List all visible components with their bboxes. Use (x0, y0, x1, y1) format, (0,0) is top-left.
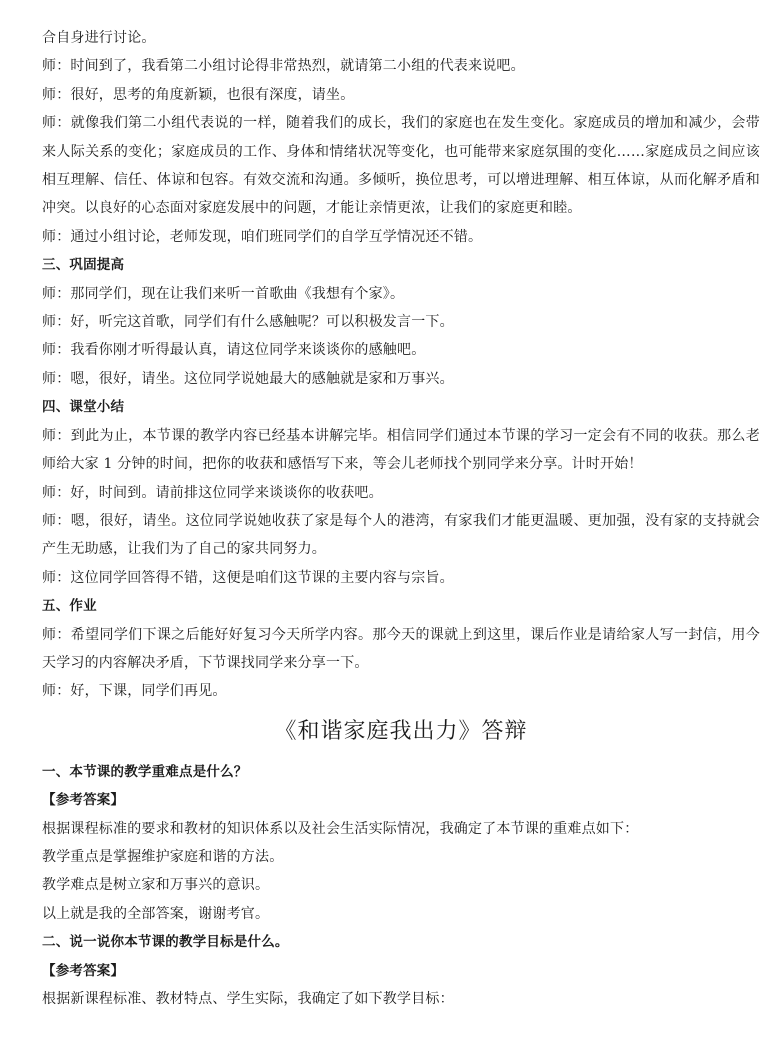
document-page (42, 24, 760, 1013)
paragraph: 师：我看你刚才听得最认真，请这位同学来谈谈你的感触吧。 (42, 342, 426, 359)
paragraph: 师：时间到了，我看第二小组讨论得非常热烈，就请第二小组的代表来说吧。 (42, 58, 525, 75)
paragraph: 师：好，时间到。请前排这位同学来谈谈你的收获吧。 (42, 484, 383, 501)
paragraph: 师：很好，思考的角度新颖，也很有深度，请坐。 (42, 86, 355, 103)
paragraph: 师：嗯，很好，请坐。这位同学说她收获了家是每个人的港湾，有家我们才能更温暖、更加强，没有家的支持就会产生无助感，让我们为了自己的家共同努力。 (42, 512, 760, 558)
paragraph: 合自身进行讨论。 (42, 30, 156, 46)
document-title: 《和谐家庭我出力》答辩 (274, 718, 528, 744)
question-heading-2: 二、说一说你本节课的教学目标是什么。 (42, 934, 289, 951)
paragraph: 以上就是我的全部答案，谢谢考官。 (42, 905, 270, 922)
paragraph: 师：希望同学们下课之后能好好复习今天所学内容。那今天的课就上到这里，课后作业是请给家人写一封信，用今天学习的内容解决矛盾，下节课找同学来分享一下。 (42, 626, 760, 671)
paragraph: 教学难点是树立家和万事兴的意识。 (42, 877, 270, 894)
paragraph: 师：嗯，很好，请坐。这位同学说她最大的感触就是家和万事兴。 (42, 370, 454, 387)
section-heading-consolidation: 三、巩固提高 (42, 257, 125, 274)
paragraph: 师：就像我们第二小组代表说的一样，随着我们的成长，我们的家庭也在发生变化。家庭成员的增加和减少，会带来人际关系的变化；家庭成员的工作、身体和情绪状况等变化，也可能带来家庭氛围的变化……家庭成员之间应该相互理解、信任、体谅和包容。有效交流和沟通。多倾听，换位思考，可以增进理解、相互体谅，从而化解矛盾和冲突。以良好的心态面对家庭发展中的问题，才能让亲情更浓，让我们的家庭更和睦。 (42, 115, 760, 217)
paragraph: 根据课程标准的要求和教材的知识体系以及社会生活实际情况，我确定了本节课的重难点如下： (42, 820, 639, 837)
answer-label-1: 【参考答案】 (42, 792, 125, 809)
paragraph: 师：通过小组讨论，老师发现，咱们班同学们的自学互学情况还不错。 (42, 228, 483, 245)
answer-label-2: 【参考答案】 (42, 962, 125, 979)
paragraph: 教学重点是掌握维护家庭和谐的方法。 (42, 848, 284, 865)
paragraph: 师：好，听完这首歌，同学们有什么感触呢？可以积极发言一下。 (42, 314, 454, 331)
question-heading-1: 一、本节课的教学重难点是什么？ (42, 763, 248, 780)
paragraph: 师：好，下课，同学们再见。 (42, 683, 227, 700)
section-heading-homework: 五、作业 (42, 598, 97, 615)
paragraph: 师：那同学们，现在让我们来听一首歌曲《我想有个家》。 (42, 285, 405, 302)
paragraph: 师：这位同学回答得不错，这便是咱们这节课的主要内容与宗旨。 (42, 569, 454, 586)
section-heading-summary: 四、课堂小结 (42, 399, 125, 416)
paragraph: 根据新课程标准、教材特点、学生实际，我确定了如下教学目标： (42, 991, 454, 1007)
paragraph: 师：到此为止，本节课的教学内容已经基本讲解完毕。相信同学们通过本节课的学习一定会有不同的收获。那么老师给大家 1 分钟的时间，把你的收获和感悟写下来，等会儿老师找个别同学来分享。计时开始！ (42, 427, 760, 473)
